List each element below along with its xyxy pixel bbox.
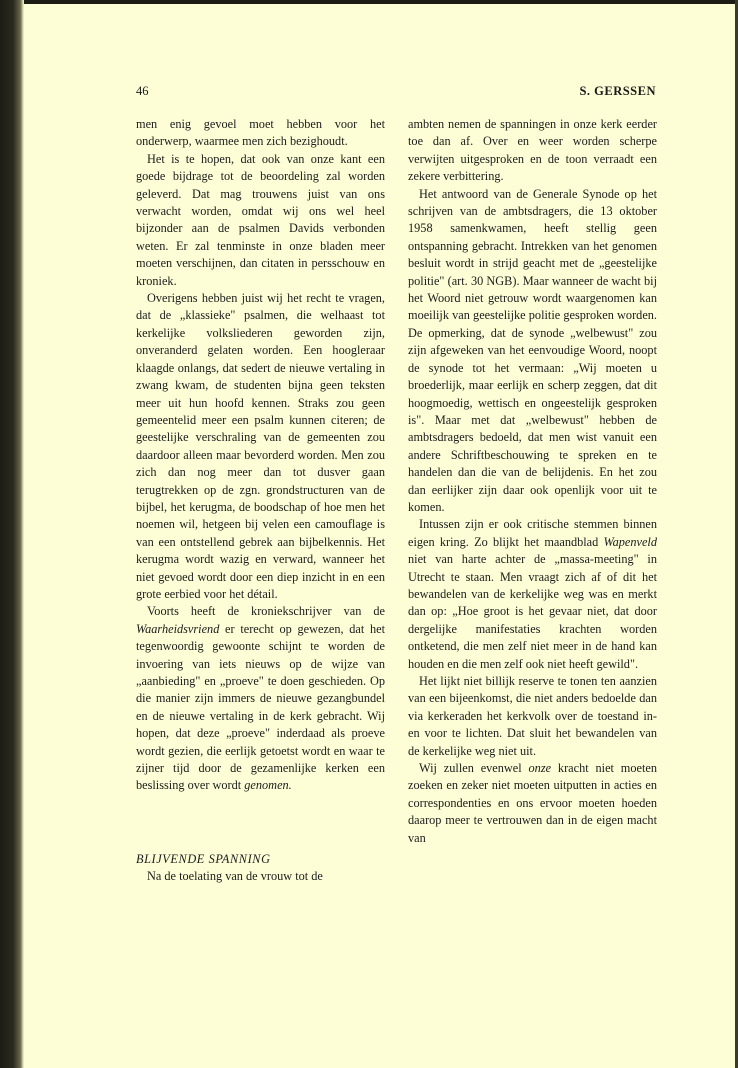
page-header [136,84,656,104]
text-run: Voorts heeft de kroniekschrijver van de [147,604,385,619]
italic-word: onze [528,761,552,776]
italic-word: genomen. [244,778,292,793]
scan-edge-left [0,0,24,1068]
left-column [136,116,385,886]
paragraph: Het lijkt niet billijk reserve te tonen ten aanzien van een bijeenkomst, die niet anders bedoelde dan via kerkeraden het kerkvolk over de toestand in- en voor te lichten. Dat sluit het bewandelen van de kerkelijke weg niet uit. [408,674,657,758]
right-column [408,116,657,847]
text-run: Intussen zijn er ook critische stemmen binnen eigen kring. Zo blijkt het maandblad [408,517,657,549]
paragraph: Overigens hebben juist wij het recht te vragen, dat de „klassieke" psalmen, die welhaast tot kerkelijke volksliederen geworden zijn, onveranderd gelaten worden. Een hoogleraar klaagde onlangs, dat sedert de nieuwe vertaling in zwang kwam, de studenten bijna geen teksten meer uit hun hoofd kennen. Straks zou geen gemeentelid meer een psalm kunnen citeren; de geestelijke verschraling van de gemeenten zou daardoor alleen maar bevorderd worden. Men zou zich dan nog meer dan tot dusver gaan terugtrekken op de zgn. grondstructuren van de bijbel, het kerugma, de boodschap of hoe men het noemen wil, hetgeen bij velen een camouflage is van een ontstellend gebrek aan bijbelkennis. Het kerugma wordt wazig en verward, wanneer het niet gevoed wordt door een diep inzicht in en een grote eerbied voor het détail. [136,291,385,601]
paragraph [408,760,657,847]
paragraph: Het antwoord van de Generale Synode op het schrijven van de ambtsdragers, die 13 oktober 1958 samenkwamen, heeft stellig geen ontspanning gebracht. Intrekken van het genomen besluit wordt in strijd geacht met de „geestelijke politie" (art. 30 NGB). Maar wanneer de wacht bij het Woord niet getrouw wordt waargenomen kan moeilijk van geestelijke politie gesproken worden. De opmerking, dat de synode „welbewust" zou zijn afgeweken van het eenvoudige Woord, noopt de synode tot het vermaan: „Wij moeten u broederlijk, maar eerlijk en scherp zeggen, dat dit hoogmoedig, wettisch en ongeestelijk gesproken is". Maar met dat „welbewust" hebben de ambtsdragers bedoeld, dat men wist vanuit een andere Schriftbeschouwing te spreken en te handelen dan die van de belijdenis. En het zou dan eerlijker zijn daar ook openlijk voor uit te komen. [408,186,657,514]
text-run: kracht niet moeten zoeken en zeker niet moeten uitputten in acties en correspondenties en ons ervoor moeten hoeden daarop meer te vertrouwen dan in de eigen macht van [408,761,657,845]
text-run: niet van harte achter de „massa-meeting" in Utrecht te staan. Men vraagt zich af of dit het bewandelen van de kerkelijke weg was en merkt dan op: „Hoe groot is het gevaar niet, dat door dergelijke manifestaties krachten worden ontketend, die men zelf niet meer in de hand kan houden en die men zelf ook niet heeft gewild". [408,552,657,671]
paragraph [136,603,385,794]
section-heading: BLIJVENDE SPANNING [136,851,271,866]
scan-edge-top [0,0,738,4]
paragraph [408,516,657,673]
italic-title: Waarheidsvriend [136,621,220,636]
italic-title: Wapenveld [603,534,657,549]
running-head: S. GERSSEN [579,84,656,98]
paragraph: men enig gevoel moet hebben voor het onderwerp, waarmee men zich bezighoudt. [136,117,385,149]
text-run: Wij zullen evenwel [419,761,529,776]
paragraph: ambten nemen de spanningen in onze kerk eerder toe dan af. Over en weer worden scherpe verwijten uitgesproken en de toon verraadt een zekere verbittering. [408,117,657,184]
paragraph: Na de toelating van de vrouw tot de [147,869,323,884]
text-run: er terecht op gewezen, dat het tegenwoordig gewoonte schijnt te worden de invoering van iets nieuws op de wijze van „aanbieding" en „proeve" te doen geschieden. Op die manier zijn immers de nieuwe gezangbundel en de nieuwe vertaling in de kerk gebracht. Wij hopen, dat deze „proeve" inderdaad als proeve wordt gezien, die eerlijk getoetst wordt en waar te zijner tijd door de gezamenlijke kerken een beslissing over wordt [136,621,385,793]
paragraph: Het is te hopen, dat ook van onze kant een goede bijdrage tot de beoordeling zal worden geleverd. Dat mag trouwens juist van ons verwacht worden, omdat wij ons wel heel bijzonder aan de psalmen Davids verbonden weten. Er zal tenminste in onze bladen meer moeten verschijnen, dan citaten in persschouw en kroniek. [136,151,385,288]
page-number: 46 [136,84,149,98]
